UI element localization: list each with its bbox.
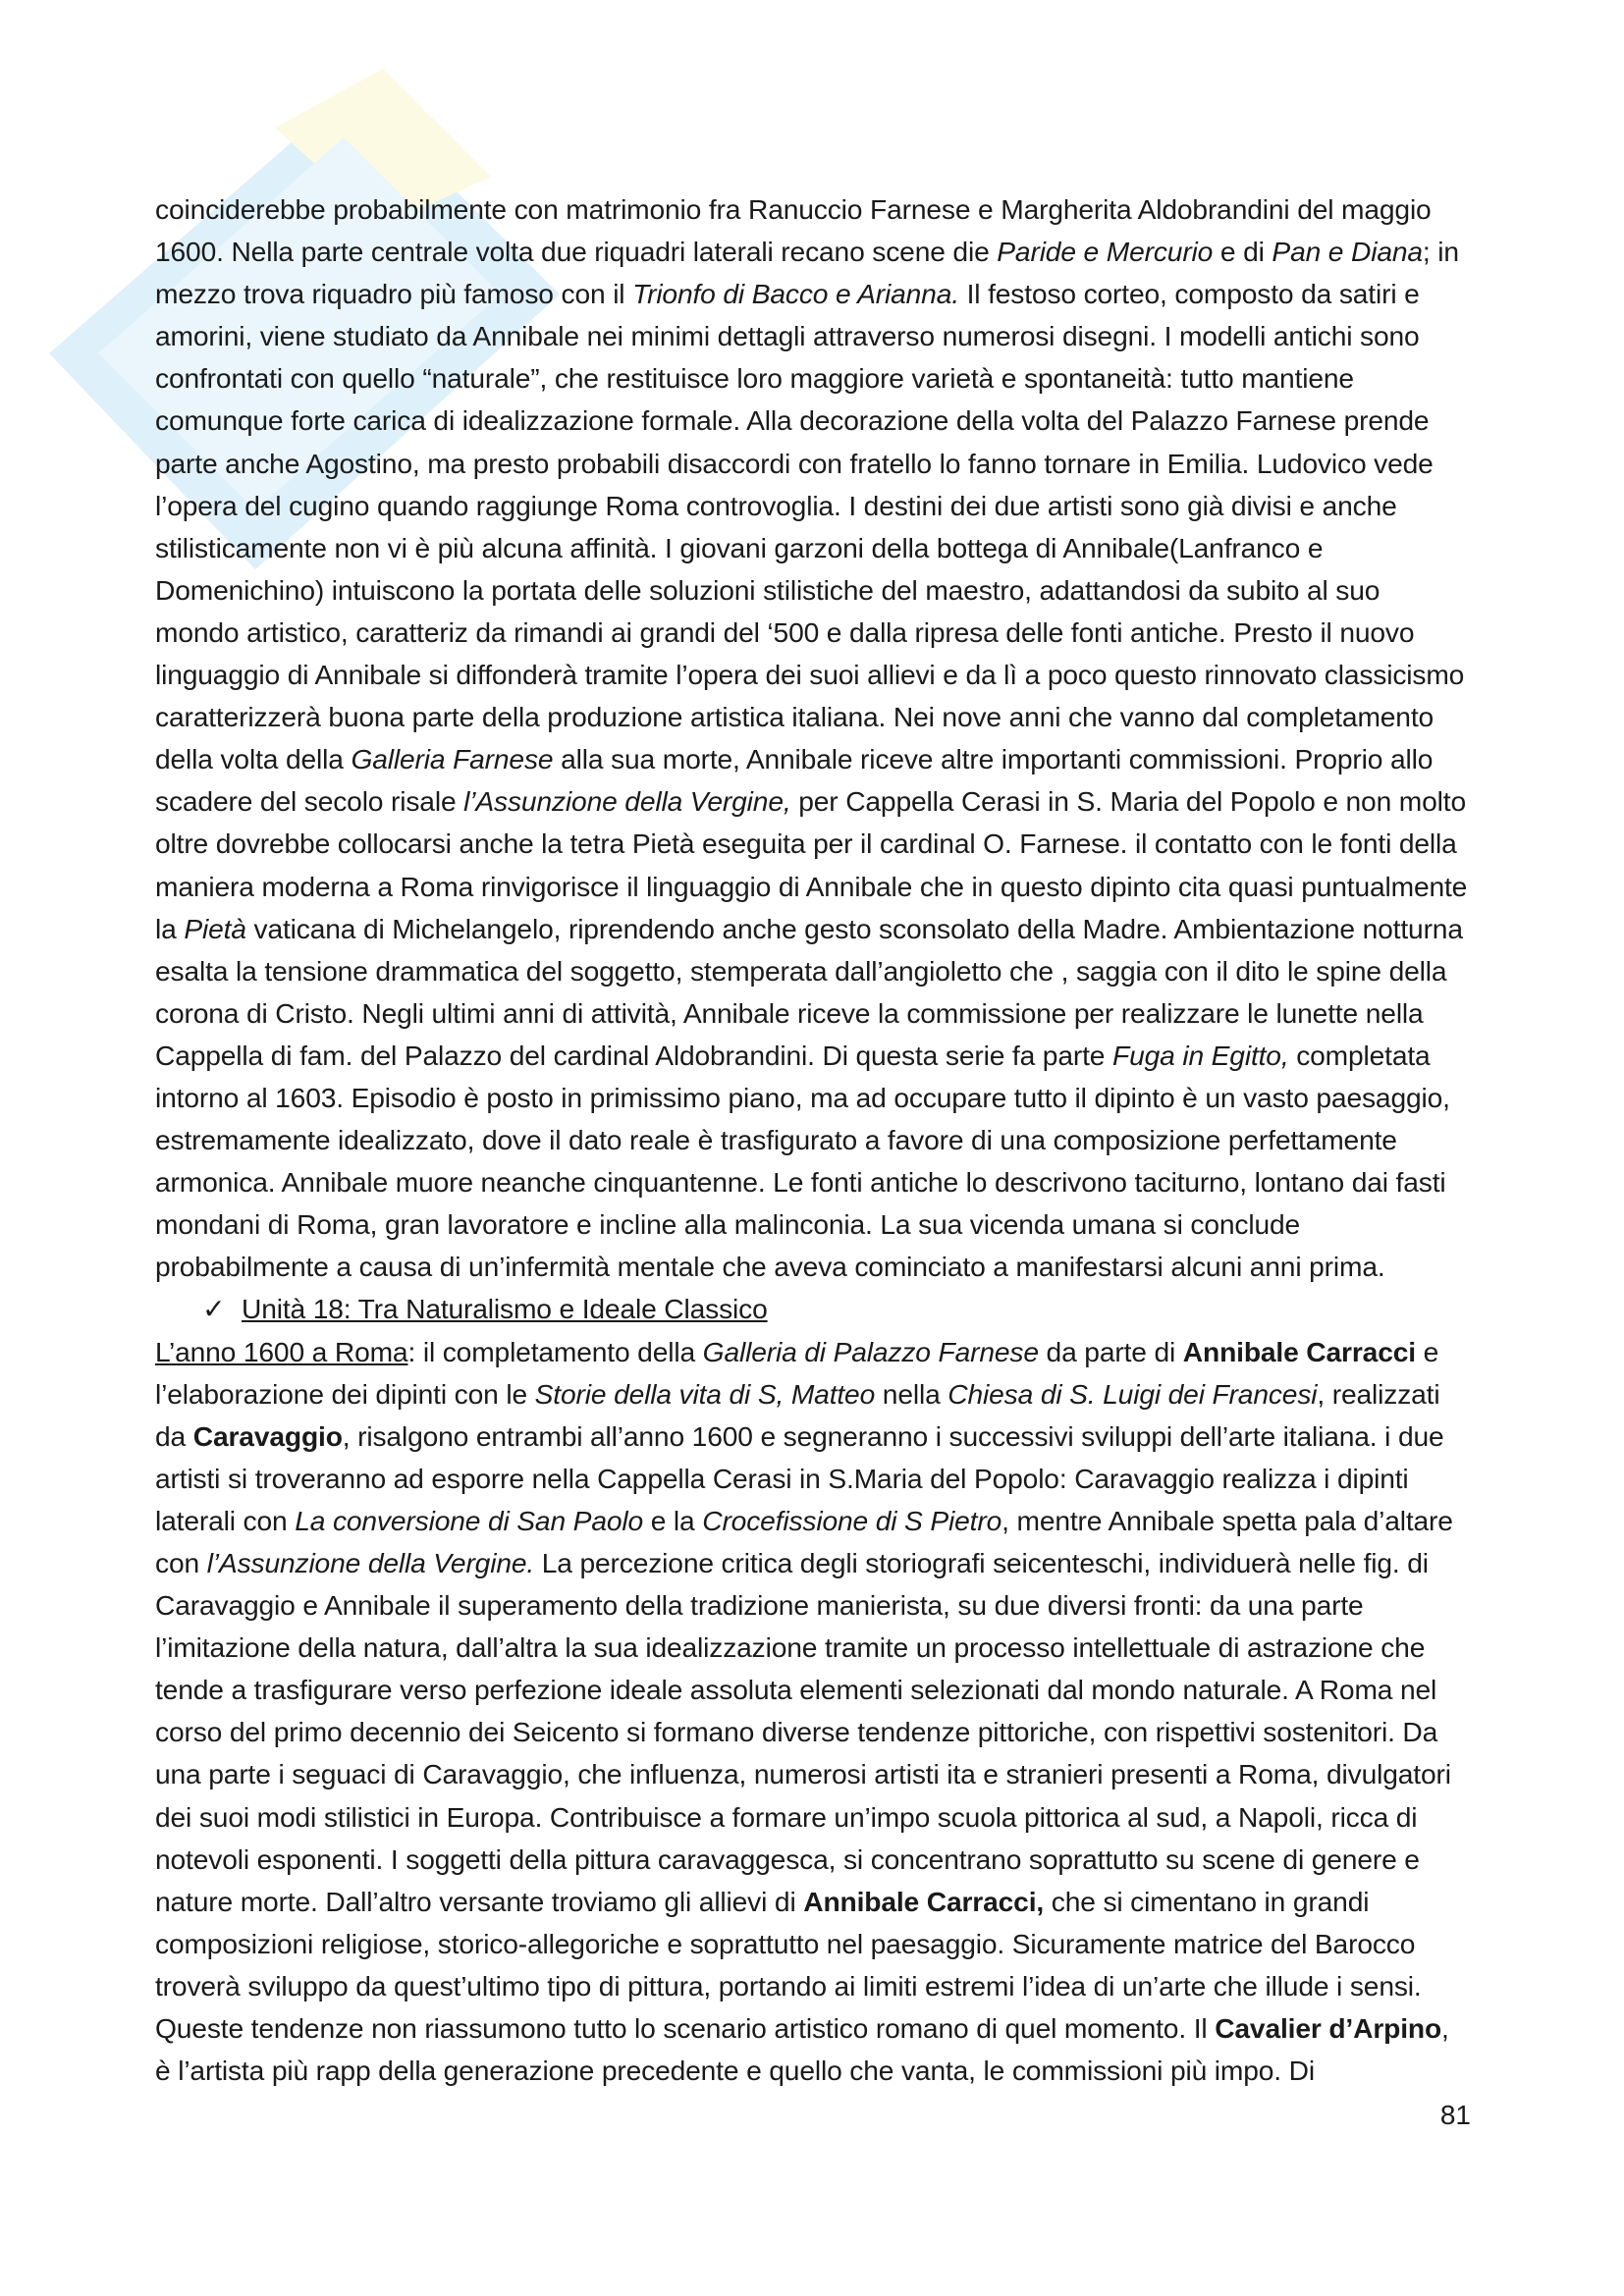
text-run: , è l’artista più rapp della generazione precedente e quello che vanta, le commissioni più impo. Di (155, 2012, 1449, 2087)
text-run: e l’elaborazione dei dipinti con le (155, 1335, 1439, 1410)
artwork-title: Storie della vita di S, Matteo (534, 1377, 876, 1410)
text-run: completata intorno al 1603. Episodio è posto in primissimo piano, ma ad occupare tutto il dipinto è un vasto paesaggio, estremamente idealizzato, dove il dato reale è trasfigurato a favore di una composizione perfettamente armonica. Annibale muore neanche cinquantenne. Le fonti antiche lo descrivono taciturno, lontano dai fasti mondani di Roma, gran lavoratore e incline alla malinconia. La sua vicenda umana si conclude probabilmente a causa di un’infermità mentale che aveva cominciato a manifestarsi alcuni anni prima. (155, 1039, 1450, 1283)
artist-name: Cavalier d’Arpino (1215, 2012, 1442, 2045)
text-run: per Cappella Cerasi in S. Maria del Popolo e non molto oltre dovrebbe collocarsi anche la tetra Pietà eseguita per il cardinal O. Farnese. il contatto con le fonti della maniera moderna a Roma rinvigorisce il linguaggio di Annibale che in questo dipinto cita quasi puntualmente la (155, 785, 1468, 944)
artwork-title: Galleria di Palazzo Farnese (702, 1335, 1039, 1367)
text-run: e la (643, 1504, 703, 1536)
checkmark-icon: ✓ (202, 1293, 226, 1325)
page-number: 81 (1439, 2100, 1471, 2130)
text-run: La percezione critica degli storiografi seicenteschi, individuerà nelle fig. di Caravaggio e Annibale il superamento della tradizione manierista, su due diversi fronti: da una parte l’imitazione della natura, dall’altra la sua idealizzazione tramite un processo intellettuale di astrazione che tende a trasfigurare verso perfezione ideale assoluta elementi selezionati dal mondo naturale. A Roma nel corso del primo decennio dei Seicento si formano diverse tendenze pittoriche, con rispettivi sostenitori. Da una parte i seguaci di Caravaggio, che influenza, numerosi artisti ita e stranieri presenti a Roma, divulgatori dei suoi modi stilistici in Europa. Contribuisce a formare un’impo scuola pittorica al sud, a Napoli, ricca di notevoli esponenti. I soggetti della pittura caravaggesca, si concentrano soprattutto su scene di genere e nature morte. Dall’altro versante troviamo gli allievi di (155, 1547, 1451, 1917)
paragraph-1600-rome (155, 1331, 1471, 2093)
text-run: e di (1213, 236, 1272, 268)
document-body (155, 188, 1471, 2092)
text-run: , realizzati da (155, 1377, 1440, 1452)
artwork-title: Crocefissione di S Pietro (702, 1504, 1002, 1536)
paragraph-lead: L’anno 1600 a Roma (155, 1335, 408, 1367)
artwork-title: Paride e Mercurio (997, 236, 1214, 268)
artwork-title: La conversione di San Paolo (295, 1504, 644, 1536)
text-run: vaticana di Michelangelo, riprendendo anche gesto sconsolato della Madre. Ambientazione notturna esalta la tensione drammatica del soggetto, stemperata dall’angioletto che , saggia con il dito le spine della corona di Cristo. Negli ultimi anni di attività, Annibale riceve la commissione per realizzare le lunette nella Cappella di fam. del Palazzo del cardinal Aldobrandini. Di questa serie fa parte (155, 912, 1463, 1071)
artwork-title: Fuga in Egitto, (1112, 1039, 1289, 1071)
text-run: che si cimentano in grandi composizioni religiose, storico-allegoriche e soprattutto nel paesaggio. Sicuramente matrice del Barocco troverà sviluppo da quest’ultimo tipo di pittura, portando ai limiti estremi l’idea di un’arte che illude i sensi. Queste tendenze non riassumono tutto lo scenario artistico romano di quel momento. Il (155, 1885, 1422, 2045)
place-name: Chiesa di S. Luigi dei Francesi (947, 1377, 1318, 1410)
text-run: da parte di (1038, 1335, 1183, 1367)
artist-name: Annibale Carracci, (803, 1885, 1045, 1917)
text-run: coinciderebbe probabilmente con matrimonio fra Ranuccio Farnese e Margherita Aldobrandini del maggio 1600. Nella parte centrale volta due riquadri laterali recano scene die (155, 193, 1432, 268)
paragraph-annibale-works (155, 188, 1471, 1288)
artwork-title: Galleria Farnese (351, 743, 554, 775)
artwork-title: Trionfo di Bacco e Arianna. (632, 278, 959, 310)
artwork-title: l’Assunzione della Vergine, (463, 785, 791, 818)
artwork-title: l’Assunzione della Vergine. (206, 1547, 535, 1578)
text-run: : il completamento della (407, 1335, 703, 1367)
text-run: nella (875, 1377, 948, 1410)
text-run: ; in mezzo trova riquadro più famoso con il (155, 236, 1459, 310)
section-heading (155, 1288, 1471, 1330)
artist-name: Annibale Carracci (1182, 1335, 1416, 1367)
artist-name: Caravaggio (192, 1419, 343, 1452)
text-run: , mentre Annibale spetta pala d’altare con (155, 1504, 1453, 1578)
text-run: Il festoso corteo, composto da satiri e amorini, viene studiato da Annibale nei minimi dettagli attraverso numerosi disegni. I modelli antichi sono confrontati con quello “naturale”, che restituisce loro maggiore varietà e spontaneità: tutto mantiene comunque forte carica di idealizzazione formale. Alla decorazione della volta del Palazzo Farnese prende parte anche Agostino, ma presto probabili disaccordi con fratello lo fanno tornare in Emilia. Ludovico vede l’opera del cugino quando raggiunge Roma controvoglia. I destini dei due artisti sono già divisi e anche stilisticamente non vi è più alcuna affinità. I giovani garzoni della bottega di Annibale(Lanfranco e Domenichino) intuiscono la portata delle soluzioni stilistiche del maestro, adattandosi da subito al suo mondo artistico, caratteriz da rimandi ai grandi del ‘500 e dalla ripresa delle fonti antiche. Presto il nuovo linguaggio di Annibale si diffonderà tramite l’opera dei suoi allievi e da lì a poco questo rinnovato classicismo caratterizzerà buona parte della produzione artistica italiana. Nei nove anni che vanno dal completamento della volta della (155, 278, 1465, 775)
section-heading-text: Unità 18: Tra Naturalismo e Ideale Classico (242, 1293, 768, 1325)
text-run: alla sua morte, Annibale riceve altre importanti commissioni. Proprio allo scadere del secolo risale (155, 743, 1434, 818)
artwork-title: Pietà (184, 912, 246, 944)
artwork-title: Pan e Diana (1272, 236, 1423, 268)
text-run: , risalgono entrambi all’anno 1600 e segneranno i successivi sviluppi dell’arte italiana. i due artisti si troveranno ad esporre nella Cappella Cerasi in S.Maria del Popolo: Caravaggio realizza i dipinti laterali con (155, 1419, 1444, 1536)
